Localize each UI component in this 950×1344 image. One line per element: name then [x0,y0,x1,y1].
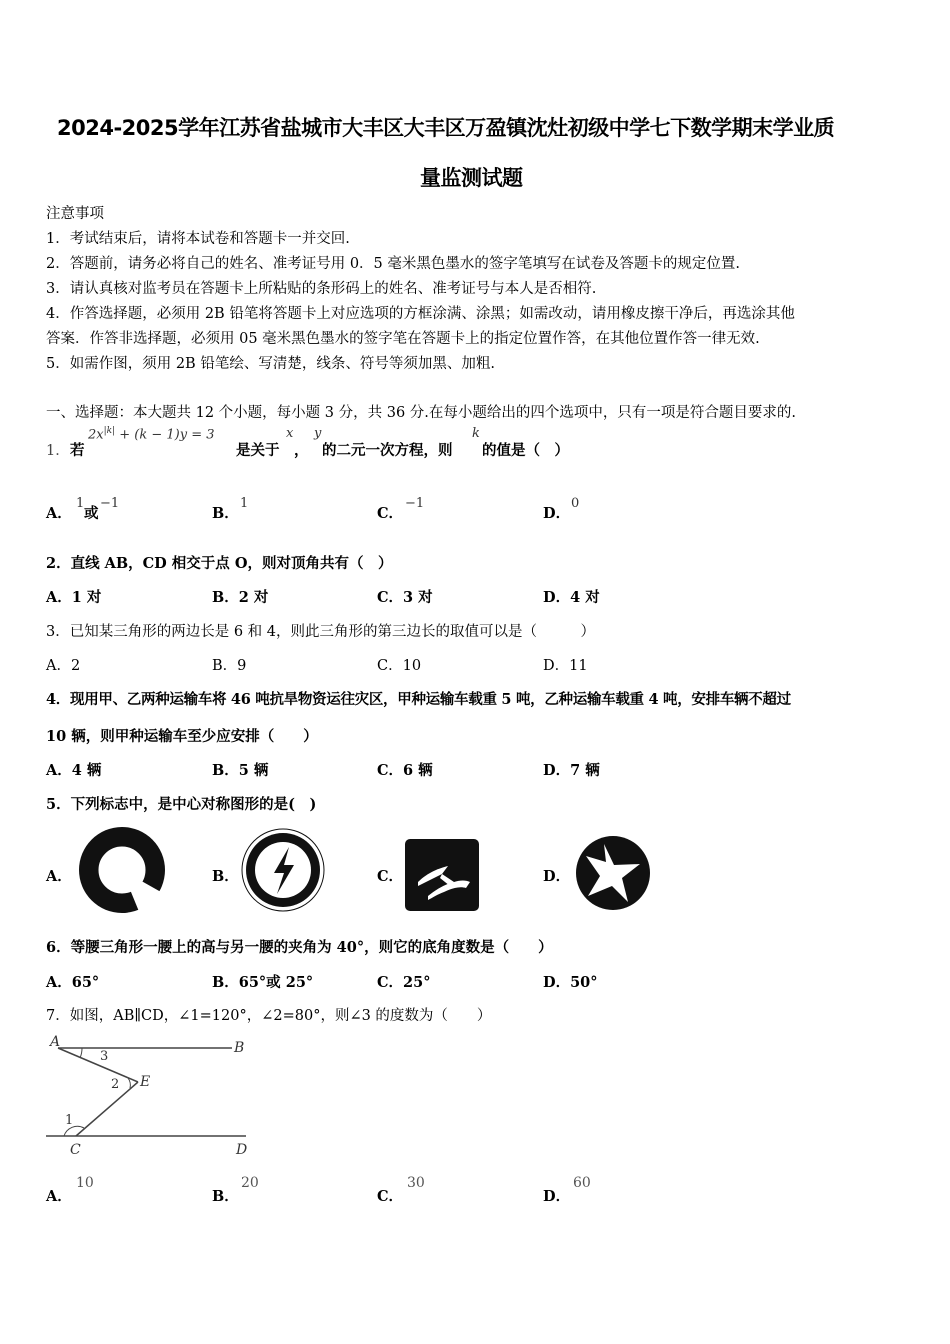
q4-text-line2: 10 辆，则甲种运输车至少应安排（ ） [46,728,318,745]
q7-option-a-label: A． [46,1188,72,1205]
q1-option-a-value2: −1 [100,496,120,511]
q7-label-angle-1: 1 [65,1113,74,1128]
q4-option-d: D．7 辆 [543,762,600,779]
q1-option-b-value: 1 [240,496,249,511]
q7-angle-2-arc [128,1078,130,1088]
q5-option-c-label: C． [377,868,404,885]
q1-option-c-label: C． [377,505,404,522]
q5-option-d-label: D． [543,868,571,885]
q5-text: 5．下列标志中，是中心对称图形的是( ) [46,796,317,813]
q1-text-1: 若 [70,442,85,459]
q7-label-b: B [234,1040,245,1056]
q1-option-d-label: D． [543,505,571,522]
q7-text: 7．如图，AB∥CD，∠1=120°，∠2=80°，则∠3 的度数为（ ） [46,1008,492,1024]
q4-option-b: B．5 辆 [212,762,269,779]
q1-var-k: k [472,426,480,441]
page-title-line1: 2024-2025学年江苏省盐城市大丰区大丰区万盈镇沈灶初级中学七下数学期末学业质 [57,116,835,140]
q3-text: 3．已知某三角形的两边长是 6 和 4，则此三角形的第三边长的取值可以是（ ） [46,624,596,640]
q5-logo-c [404,838,480,912]
q1-option-d-value: 0 [571,496,580,511]
q1-var-x: x [286,426,294,441]
q6-text: 6．等腰三角形一腰上的高与另一腰的夹角为 40°，则它的底角度数是（ ） [46,939,553,956]
q7-label-e: E [140,1074,151,1090]
q7-option-d-label: D． [543,1188,571,1205]
q1-equation-exponent: |k| [103,426,116,436]
q7-label-c: C [70,1142,81,1158]
q1-text-3: 的二元一次方程，则 [322,442,453,459]
q1-equation [88,426,215,442]
q7-angle-3-arc [80,1048,82,1058]
q1-option-a-label: A． [46,505,72,522]
q1-equation-a: 2x [88,427,104,443]
q5-logo-a [78,826,168,914]
q1-text-2: 是关于 [236,442,280,459]
q7-option-b-value: 20 [241,1175,259,1191]
q3-option-a: A．2 [46,658,81,674]
q2-option-a: A．1 对 [46,589,102,606]
q6-option-b: B．65°或 25° [212,974,314,991]
q1-sep: ， [294,442,309,459]
notice-item-1: 1．考试结束后，请将本试卷和答题卡一并交回. [46,231,350,247]
q1-option-b-label: B． [212,505,239,522]
q1-text-4: 的值是（ ） [482,442,569,459]
q4-option-c: C．6 辆 [377,762,433,779]
q4-text-line1: 4．现用甲、乙两种运输车将 46 吨抗旱物资运往灾区，甲种运输车载重 5 吨，乙种运输车载重 4 吨，安排车辆不超过 [46,691,791,708]
q7-option-c-value: 30 [407,1175,425,1191]
q1-option-a-or: 或 [84,505,99,522]
q7-option-d-value: 60 [573,1175,591,1191]
q3-option-d: D．11 [543,658,588,674]
notice-item-4-cont: 答案．作答非选择题，必须用 05 毫米黑色墨水的签字笔在答题卡上的指定位置作答，在其他位置作答一律无效. [46,331,760,347]
q7-label-a: A [50,1034,61,1050]
notice-item-5: 5．如需作图，须用 2B 铅笔绘、写清楚，线条、符号等须加黑、加粗. [46,356,495,372]
q5-option-a-label: A． [46,868,72,885]
q6-option-d: D．50° [543,974,598,991]
q7-label-angle-3: 3 [100,1049,109,1064]
q2-option-c: C．3 对 [377,589,433,606]
q2-text: 2．直线 AB，CD 相交于点 O，则对顶角共有（ ） [46,555,393,572]
q2-option-b: B．2 对 [212,589,269,606]
q7-label-d: D [236,1142,248,1158]
notice-item-2: 2．答题前，请务必将自己的姓名、准考证号用 0．5 毫米黑色墨水的签字笔填写在试卷及答题卡的规定位置. [46,256,740,272]
notice-item-4: 4．作答选择题，必须用 2B 铅笔将答题卡上对应选项的方框涂满、涂黑；如需改动，请用橡皮擦干净后，再选涂其他 [46,306,795,322]
q3-option-b: B．9 [212,658,247,674]
q1-var-y: y [314,426,322,441]
q5-logo-d [574,834,652,912]
q7-option-a-value: 10 [76,1175,94,1191]
q7-option-c-label: C． [377,1188,404,1205]
q3-option-c: C．10 [377,658,422,674]
q1-option-a-value1: 1 [76,496,85,511]
q6-option-c: C．25° [377,974,431,991]
q7-label-angle-2: 2 [111,1077,120,1092]
q1-number: 1． [46,443,70,459]
q6-option-a: A．65° [46,974,100,991]
q7-option-b-label: B． [212,1188,239,1205]
q5-option-b-label: B． [212,868,239,885]
q5-logo-b [241,828,325,912]
q1-option-c-value: −1 [405,496,425,511]
q7-figure [40,1030,260,1160]
q7-segment-ae [58,1048,138,1082]
q7-segment-ec [76,1082,138,1136]
section-heading: 一、选择题：本大题共 12 个小题，每小题 3 分，共 36 分.在每小题给出的四个选项中，只有一项是符合题目要求的. [46,405,796,421]
notice-heading: 注意事项 [46,206,104,222]
notice-item-3: 3．请认真核对监考员在答题卡上所粘贴的条形码上的姓名、准考证号与本人是否相符. [46,281,597,297]
q4-option-a: A．4 辆 [46,762,102,779]
q2-option-d: D．4 对 [543,589,600,606]
q1-equation-b: + (k − 1)y = 3 [115,427,215,443]
page-title-line2: 量监测试题 [420,166,523,190]
